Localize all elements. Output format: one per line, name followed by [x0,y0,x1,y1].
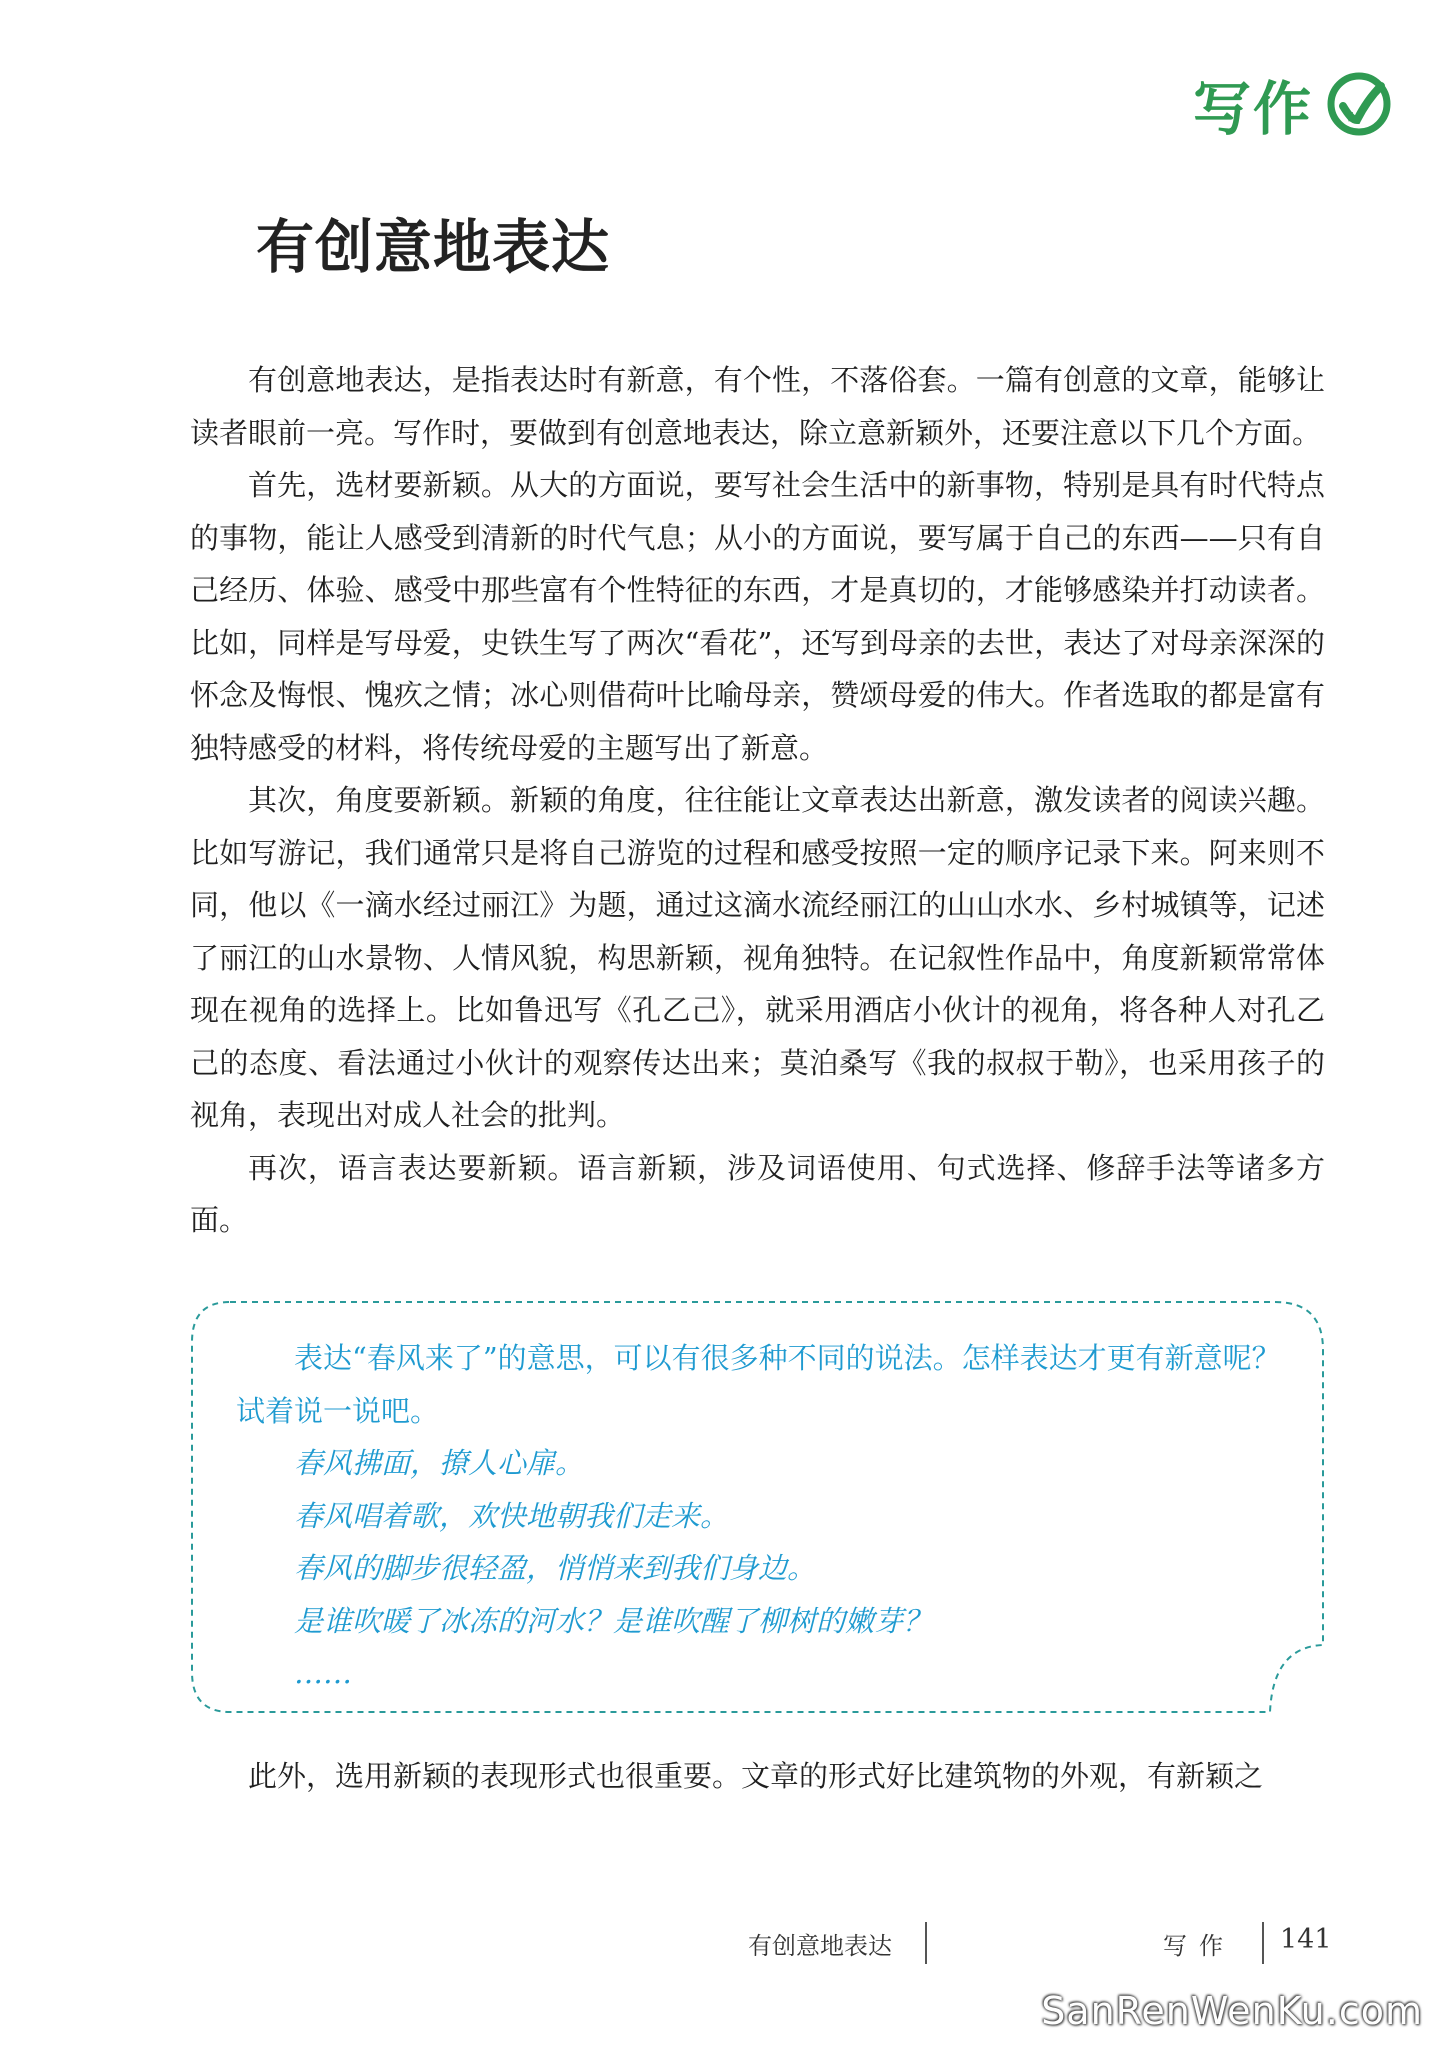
pen-check-icon [1327,72,1391,136]
paragraph: 再次，语言表达要新颖。语言新颖，涉及词语使用、句式选择、修辞手法等诸多方面。 [190,1150,1325,1237]
section-label: 写作 [1192,75,1313,143]
example-line: …… [294,1656,352,1690]
example-line: 春风唱着歌，欢快地朝我们走来。 [294,1498,730,1533]
page-title: 有创意地表达 [256,213,611,281]
paragraph: 首先，选材要新颖。从大的方面说，要写社会生活中的新事物，特别是具有时代特点的事物，能让人感受到清新的时代气息；从小的方面说，要写属于自己的东西——只有自己经历、体验、感受中那些富有个性特征的东西，才是真切的，才能够感染并打动读者。比如，同样是写母爱，史铁生写了两次“看花”，还写到母亲的去世，表达了对母亲深深的怀念及悔恨、愧疚之情；冰心则借荷叶比喻母亲，赞颂母爱的伟大。作者选取的都是富有独特感受的材料，将传统母爱的主题写出了新意。 [190,468,1325,765]
footer-divider [925,1922,927,1964]
section-tag [1193,62,1391,146]
callout-content [236,1332,1286,1700]
callout-box [190,1300,1325,1715]
example-line: 是谁吹暖了冰冻的河水？是谁吹醒了柳树的嫩芽？ [294,1603,933,1638]
watermark: SanRenWenKu.com [1041,1989,1423,2033]
page-number: 141 [1280,1924,1332,1955]
body-text [190,354,1325,1247]
page-footer [0,1922,1449,1962]
footer-divider [1262,1922,1264,1964]
paragraph: 有创意地表达，是指表达时有新意，有个性，不落俗套。一篇有创意的文章，能够让读者眼前一亮。写作时，要做到有创意地表达，除立意新颖外，还要注意以下几个方面。 [190,363,1325,450]
paragraph: 其次，角度要新颖。新颖的角度，往往能让文章表达出新意，激发读者的阅读兴趣。比如写游记，我们通常只是将自己游览的过程和感受按照一定的顺序记录下来。阿来则不同，他以《一滴水经过丽江》为题，通过这滴水流经丽江的山山水水、乡村城镇等，记述了丽江的山水景物、人情风貌，构思新颖，视角独特。在记叙性作品中，角度新颖常常体现在视角的选择上。比如鲁迅写《孔乙己》，就采用酒店小伙计的视角，将各种人对孔乙己的态度、看法通过小伙计的观察传达出来；莫泊桑写《我的叔叔于勒》，也采用孩子的视角，表现出对成人社会的批判。 [190,783,1325,1132]
example-line: 春风的脚步很轻盈，悄悄来到我们身边。 [294,1551,817,1585]
body-text [190,1750,1325,1803]
callout-prompt: 表达“春风来了”的意思，可以有很多种不同的说法。怎样表达才更有新意呢？试着说一说吧。 [236,1341,1281,1428]
footer-lesson-title: 有创意地表达 [748,1932,892,1960]
footer-unit: 写作 [1163,1932,1235,1960]
paragraph: 此外，选用新颖的表现形式也很重要。文章的形式好比建筑物的外观，有新颖之 [248,1759,1264,1793]
example-line: 春风拂面，撩人心扉。 [294,1446,585,1480]
